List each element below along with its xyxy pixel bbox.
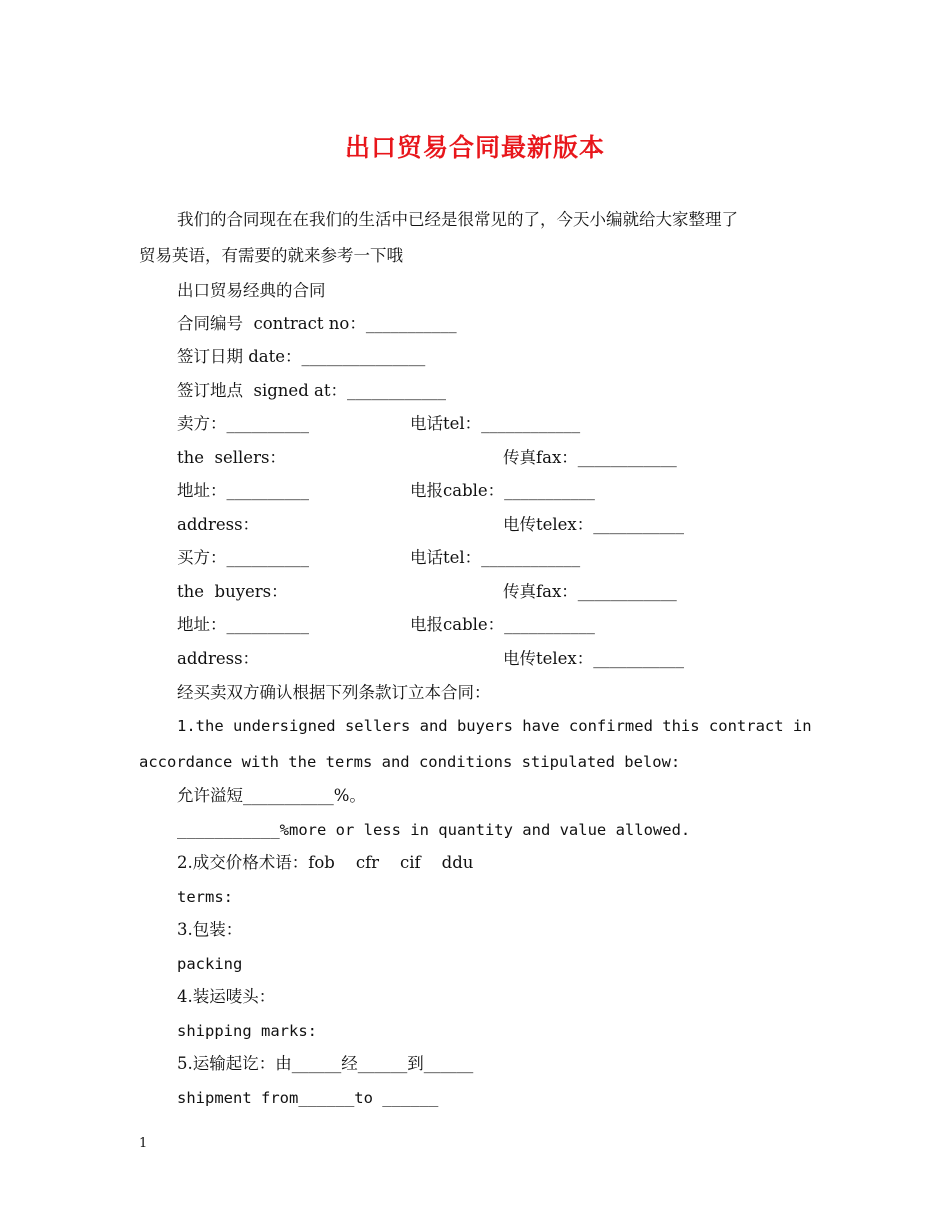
buyer-telex: 电传telex：___________ xyxy=(503,649,684,668)
terms-label: terms: xyxy=(177,888,233,906)
contract-heading: 出口贸易经典的合同 xyxy=(177,281,326,300)
packing-label: packing xyxy=(177,955,243,973)
date-field: 签订日期 date：_______________ xyxy=(177,347,426,366)
buyer-address-cn: 地址：__________ xyxy=(177,615,309,634)
document-title: 出口贸易合同最新版本 xyxy=(344,133,605,162)
seller-cable: 电报cable：___________ xyxy=(410,481,595,500)
shipping-marks-label: shipping marks: xyxy=(177,1022,317,1040)
seller-name-en: the sellers： xyxy=(177,448,286,467)
allowance-cn: 允许溢短___________%。 xyxy=(177,786,366,805)
buyer-cable: 电报cable：___________ xyxy=(410,615,595,634)
seller-address-cn: 地址：__________ xyxy=(177,481,309,500)
buyer-address-en: address： xyxy=(177,649,260,668)
seller-name-cn: 卖方：__________ xyxy=(177,414,309,433)
buyer-name-cn: 买方：__________ xyxy=(177,548,309,567)
contract-no-field: 合同编号 contract no：___________ xyxy=(177,314,457,333)
clause-4: 4.装运唛头： xyxy=(177,987,276,1006)
seller-fax: 传真fax：____________ xyxy=(503,448,677,467)
shipment-line: shipment from______to ______ xyxy=(177,1089,439,1107)
clause-1-line-a: 1.the undersigned sellers and buyers have confirmed this contract in xyxy=(177,717,812,735)
clause-1-line-b: accordance with the terms and conditions stipulated below: xyxy=(139,753,681,771)
place-field: 签订地点 signed at：____________ xyxy=(177,381,446,400)
buyer-tel: 电话tel：____________ xyxy=(410,548,581,567)
clause-2: 2.成交价格术语：fob cfr cif ddu xyxy=(177,853,474,872)
seller-tel: 电话tel：____________ xyxy=(410,414,581,433)
seller-address-en: address： xyxy=(177,515,260,534)
buyer-name-en: the buyers： xyxy=(177,582,288,601)
intro-line-1: 我们的合同现在在我们的生活中已经是很常见的了，今天小编就给大家整理了 xyxy=(177,210,738,229)
confirm-text: 经买卖双方确认根据下列条款订立本合同： xyxy=(177,683,491,702)
seller-telex: 电传telex：___________ xyxy=(503,515,684,534)
buyer-fax: 传真fax：____________ xyxy=(503,582,677,601)
clause-5: 5.运输起讫：由______经______到______ xyxy=(177,1054,474,1073)
allowance-en: ___________%more or less in quantity and value allowed. xyxy=(177,821,691,839)
page-number: 1 xyxy=(139,1136,148,1151)
clause-3: 3.包装： xyxy=(177,920,243,939)
intro-line-2: 贸易英语，有需要的就来参考一下哦 xyxy=(139,246,403,265)
